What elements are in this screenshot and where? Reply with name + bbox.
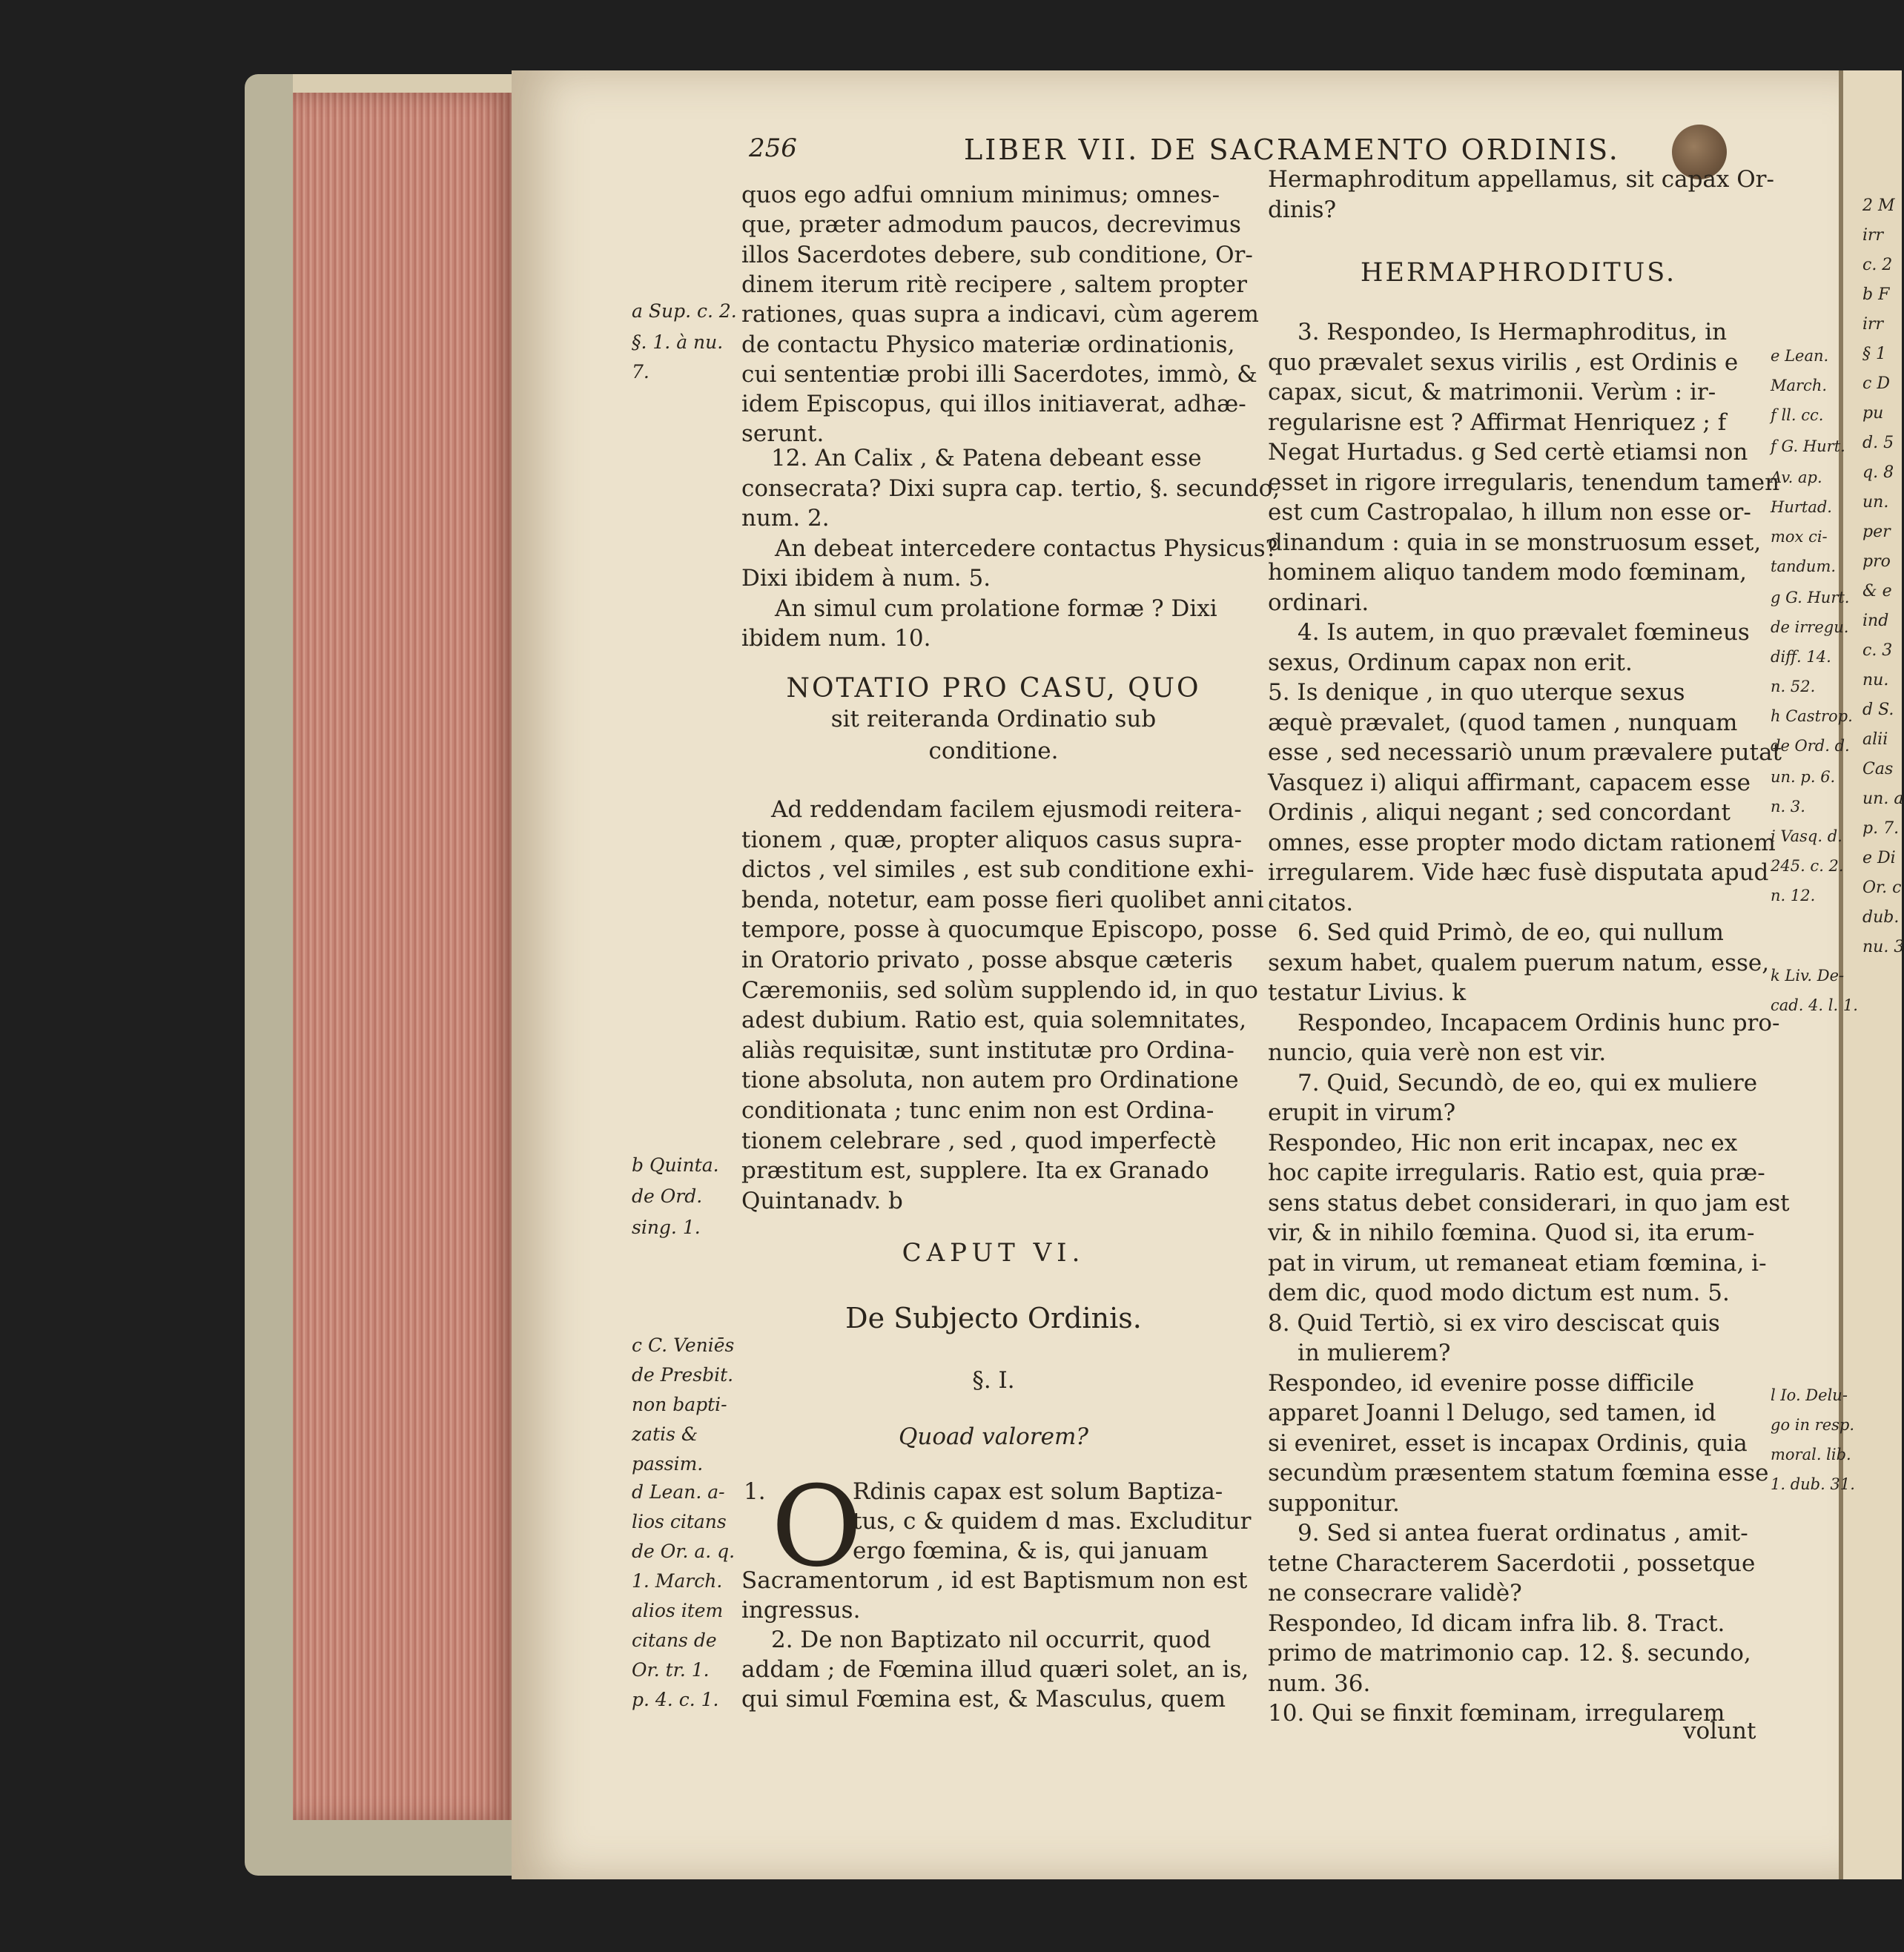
strip-fragment: un. a [1862, 790, 1904, 808]
strip-fragment: b F [1862, 285, 1890, 304]
text-line: Rdinis capax est solum Baptiza- [853, 1478, 1223, 1505]
strip-fragment: pro [1862, 552, 1891, 571]
text-line: 7. Quid, Secundò, de eo, qui ex muliere [1298, 1069, 1758, 1096]
margin-note: §. 1. à nu. [632, 331, 724, 353]
strip-fragment: p. 7. [1862, 819, 1900, 838]
text-line: dinem iterum ritè recipere , saltem propter [741, 271, 1247, 298]
text-line: in Oratorio privato , posse absque cæteris [741, 947, 1233, 973]
text-line: regularisne est ? Affirmat Henriquez ; f [1268, 408, 1727, 436]
margin-note: e Lean. [1771, 347, 1829, 365]
text-line: 5. Is denique , in quo uterque sexus [1268, 679, 1685, 706]
margin-note: citans de [632, 1630, 717, 1651]
text-line: hoc capite irregularis. Ratio est, quia præ- [1268, 1159, 1765, 1186]
margin-note: n. 52. [1771, 678, 1816, 695]
margin-note: i Vasq. d. [1771, 827, 1842, 845]
text-line: qui simul Fœmina est, & Masculus, quem [741, 1686, 1226, 1713]
margin-note: de Or. a. q. [632, 1541, 736, 1562]
text-line: capax, sicut, & matrimonii. Verùm : ir- [1268, 379, 1716, 406]
text-line: 9. Sed si antea fuerat ordinatus , amit- [1298, 1520, 1748, 1546]
strip-fragment: Cas [1862, 760, 1894, 778]
text-line: Respondeo, Hic non erit incapax, nec ex [1268, 1129, 1738, 1157]
margin-note: a Sup. c. 2. [632, 300, 737, 322]
margin-note: Or. tr. 1. [632, 1659, 710, 1681]
text-line: sens status debet considerari, in quo jam est [1268, 1189, 1790, 1217]
margin-note: h Castrop. [1771, 707, 1853, 725]
strip-fragment: d S. [1862, 701, 1894, 719]
text-line: addam ; de Fœmina illud quæri solet, an is, [741, 1656, 1249, 1683]
section-number: §. I. [972, 1367, 1015, 1394]
notatio-heading-2: sit reiteranda Ordinatio sub [830, 706, 1157, 732]
text-line: Respondeo, Incapacem Ordinis hunc pro- [1298, 1009, 1780, 1036]
strip-fragment: dub. [1862, 908, 1900, 927]
margin-note: 1. dub. 31. [1771, 1475, 1855, 1493]
page-edges [293, 93, 515, 1820]
margin-note: de Ord. [632, 1185, 703, 1207]
text-line: ergo fœmina, & is, qui januam [853, 1538, 1209, 1564]
strip-fragment: e Di [1862, 849, 1896, 867]
text-line: ne consecrare validè? [1268, 1580, 1522, 1607]
margin-note: alios item [632, 1600, 724, 1621]
text-line: Respondeo, id evenire posse difficile [1268, 1369, 1695, 1397]
text-line: ingressus. [741, 1597, 861, 1624]
text-line: Ordinis , aliqui negant ; sed concordant [1268, 799, 1731, 826]
strip-fragment: irr [1862, 226, 1884, 245]
margin-note: n. 12. [1771, 887, 1816, 904]
margin-note: 245. c. 2. [1771, 857, 1844, 875]
text-line: Dixi ibidem à num. 5. [741, 565, 991, 592]
drop-cap: O [771, 1463, 862, 1592]
notatio-heading-1: NOTATIO PRO CASU, QUO [786, 673, 1201, 704]
margin-note: lios citans [632, 1511, 727, 1532]
text-line: 3. Respondeo, Is Hermaphroditus, in [1298, 319, 1728, 345]
text-line: testatur Livius. k [1268, 979, 1467, 1006]
text-line: si eveniret, esset is incapax Ordinis, quia [1268, 1429, 1748, 1457]
strip-fragment: & e [1862, 582, 1892, 601]
margin-note: de Presbit. [632, 1364, 734, 1386]
margin-note: zatis & [632, 1423, 698, 1445]
text-line: 1. [744, 1478, 766, 1505]
text-line: tionem , quæ, propter aliquos casus supra- [741, 826, 1243, 853]
margin-note: sing. 1. [632, 1217, 701, 1238]
text-line: An simul cum prolatione formæ ? Dixi [775, 595, 1217, 622]
text-line: tus, c & quidem d mas. Excluditur [853, 1508, 1252, 1535]
text-line: dinis? [1268, 196, 1337, 223]
margin-note: passim. [632, 1453, 704, 1475]
margin-note: diff. 14. [1771, 648, 1831, 666]
margin-note: f ll. cc. [1771, 406, 1824, 424]
text-line: 6. Sed quid Primò, de eo, qui nullum [1298, 919, 1724, 946]
margin-note: b Quinta. [632, 1154, 719, 1176]
text-line: num. 2. [741, 505, 830, 532]
margin-note: n. 3. [1771, 798, 1805, 815]
catchword: volunt [1683, 1718, 1756, 1744]
strip-fragment: pu [1862, 404, 1884, 423]
margin-note: f G. Hurt. [1771, 437, 1845, 455]
text-line: tionem celebrare , sed , quod imperfectè [741, 1127, 1217, 1154]
strip-fragment: irr [1862, 315, 1884, 334]
margin-note: un. p. 6. [1771, 768, 1836, 786]
notatio-heading-3: conditione. [928, 738, 1059, 764]
text-line: idem Episcopus, qui illos initiaverat, adhæ- [741, 391, 1246, 418]
strip-fragment: q. 8 [1862, 463, 1894, 482]
strip-fragment: ind [1862, 612, 1889, 630]
text-line: Cæremoniis, sed solùm supplendo id, in quo [741, 976, 1258, 1004]
margin-note: de irregu. [1771, 618, 1849, 636]
text-line: secundùm præsentem statum fœmina esse [1268, 1460, 1769, 1486]
page-number: 256 [749, 133, 797, 163]
margin-note: cad. 4. l. 1. [1771, 996, 1858, 1014]
text-line: tetne Characterem Sacerdotii , possetque [1268, 1549, 1756, 1577]
strip-fragment: d. 5 [1862, 434, 1894, 452]
text-line: Hermaphroditum appellamus, sit capax Or- [1268, 166, 1774, 193]
text-line: rationes, quas supra a indicavi, cùm agerem [741, 301, 1259, 328]
text-line: de contactu Physico materiæ ordinationis, [741, 331, 1235, 358]
text-line: in mulierem? [1298, 1340, 1451, 1366]
text-line: præstitum est, supplere. Ita ex Granado [741, 1157, 1209, 1185]
text-line: Quintanadv. b [741, 1187, 903, 1214]
margin-note: d Lean. a- [632, 1481, 725, 1503]
text-line: Ad reddendam facilem ejusmodi reitera- [771, 796, 1242, 823]
text-line: esset in rigore irregularis, tenendum tamen [1268, 469, 1780, 496]
strip-fragment: § 1 [1862, 345, 1886, 363]
caput-title: De Subjecto Ordinis. [845, 1302, 1142, 1334]
margin-note: k Liv. De- [1771, 967, 1845, 985]
text-line: primo de matrimonio cap. 12. §. secundo, [1268, 1640, 1751, 1667]
text-line: 2. De non Baptizato nil occurrit, quod [771, 1627, 1212, 1653]
strip-fragment: 2 M [1862, 196, 1895, 215]
running-title: LIBER VII. DE SACRAMENTO ORDINIS. [964, 133, 1620, 166]
margin-note: 7. [632, 361, 649, 383]
strip-fragment: c. 2 [1862, 256, 1893, 274]
text-line: num. 36. [1268, 1670, 1371, 1697]
strip-fragment: Or. c [1862, 879, 1902, 897]
text-line: Sacramentorum , id est Baptismum non est [741, 1567, 1248, 1594]
text-line: 8. Quid Tertiò, si ex viro desciscat quis [1268, 1309, 1720, 1337]
text-line: An debeat intercedere contactus Physicus? [775, 535, 1278, 562]
text-line: aliàs requisitæ, sunt institutæ pro Ordina- [741, 1036, 1234, 1064]
text-line: ordinari. [1268, 589, 1369, 616]
margin-note: l Io. Delu- [1771, 1386, 1848, 1404]
margin-note: non bapti- [632, 1394, 727, 1415]
text-line: supponitur. [1268, 1489, 1400, 1517]
margin-note: 1. March. [632, 1570, 723, 1592]
text-line: 12. An Calix , & Patena debeant esse [771, 445, 1202, 472]
text-line: que, præter admodum paucos, decrevimus [741, 211, 1241, 239]
strip-fragment: un. [1862, 493, 1889, 512]
section-title: Quoad valorem? [899, 1423, 1088, 1450]
hermaphroditus-heading: HERMAPHRODITUS. [1360, 258, 1677, 288]
text-line: hominem aliquo tandem modo fœminam, [1268, 559, 1748, 586]
text-line: dinandum : quia in se monstruosum esset, [1268, 529, 1762, 556]
margin-note: p. 4. c. 1. [632, 1689, 719, 1710]
text-line: irregularem. Vide hæc fusè disputata apud [1268, 859, 1769, 886]
text-line: 4. Is autem, in quo prævalet fœmineus [1298, 619, 1750, 646]
strip-fragment: nu. 3 [1862, 938, 1904, 956]
text-line: illos Sacerdotes debere, sub conditione, Or- [741, 241, 1253, 268]
text-line: quo prævalet sexus virilis , est Ordinis e [1268, 348, 1739, 376]
margin-note: c C. Veniēs [632, 1334, 735, 1356]
text-line: citatos. [1268, 889, 1354, 916]
margin-note: Av. ap. [1771, 469, 1822, 486]
strip-fragment: alii [1862, 730, 1888, 749]
text-line: Vasquez i) aliqui affirmant, capacem esse [1268, 769, 1751, 796]
caput-heading: CAPUT VI. [902, 1238, 1085, 1268]
margin-note: go in resp. [1771, 1416, 1855, 1434]
margin-note: g G. Hurt. [1771, 589, 1850, 606]
text-line: sexus, Ordinum capax non erit. [1268, 649, 1633, 676]
text-line: 10. Qui se finxit fœminam, irregularem [1268, 1700, 1725, 1727]
text-line: omnes, esse propter modo dictam rationem [1268, 829, 1776, 856]
margin-note: March. [1771, 377, 1828, 394]
margin-note: mox ci- [1771, 528, 1828, 546]
text-line: nuncio, quia verè non est vir. [1268, 1039, 1607, 1066]
text-line: sexum habet, qualem puerum natum, esse, [1268, 949, 1770, 976]
text-line: benda, notetur, eam posse fieri quolibet anni [741, 886, 1264, 913]
text-line: serunt. [741, 420, 824, 448]
text-line: esse , sed necessariò unum prævalere putat [1268, 739, 1782, 766]
text-line: consecrata? Dixi supra cap. tertio, §. secundo, [741, 474, 1280, 502]
text-line: pat in virum, ut remaneat etiam fœmina, i- [1268, 1249, 1767, 1277]
text-line: dem dic, quod modo dictum est num. 5. [1268, 1280, 1730, 1306]
text-line: cui sententiæ probi illi Sacerdotes, immò, & [741, 360, 1257, 388]
text-line: conditionata ; tunc enim non est Ordina- [741, 1097, 1214, 1124]
text-line: Respondeo, Id dicam infra lib. 8. Tract. [1268, 1609, 1725, 1637]
margin-note: moral. lib. [1771, 1446, 1851, 1463]
text-line: erupit in virum? [1268, 1099, 1456, 1126]
strip-fragment: c. 3 [1862, 641, 1893, 660]
margin-note: de Ord. d. [1771, 737, 1850, 755]
text-line: est cum Castropalao, h illum non esse or- [1268, 499, 1751, 526]
text-line: Negat Hurtadus. g Sed certè etiamsi non [1268, 439, 1748, 466]
text-line: vir, & in nihilo fœmina. Quod si, ita erum- [1268, 1220, 1755, 1246]
text-line: tempore, posse à quocumque Episcopo, posse [741, 916, 1277, 944]
margin-note: Hurtad. [1771, 498, 1832, 516]
text-line: tione absoluta, non autem pro Ordinatione [741, 1067, 1239, 1094]
text-line: ibidem num. 10. [741, 625, 931, 652]
text-line: apparet Joanni l Delugo, sed tamen, id [1268, 1400, 1716, 1426]
strip-fragment: nu. [1862, 671, 1889, 689]
strip-fragment: per [1862, 523, 1891, 541]
text-line: quos ego adfui omnium minimus; omnes- [741, 182, 1220, 208]
margin-note: tandum. [1771, 558, 1837, 575]
strip-fragment: c D [1862, 374, 1890, 393]
text-line: æquè prævalet, (quod tamen , nunquam [1268, 709, 1738, 736]
text-line: dictos , vel similes , est sub conditione exhi- [741, 856, 1255, 884]
text-line: adest dubium. Ratio est, quia solemnitates, [741, 1007, 1247, 1034]
